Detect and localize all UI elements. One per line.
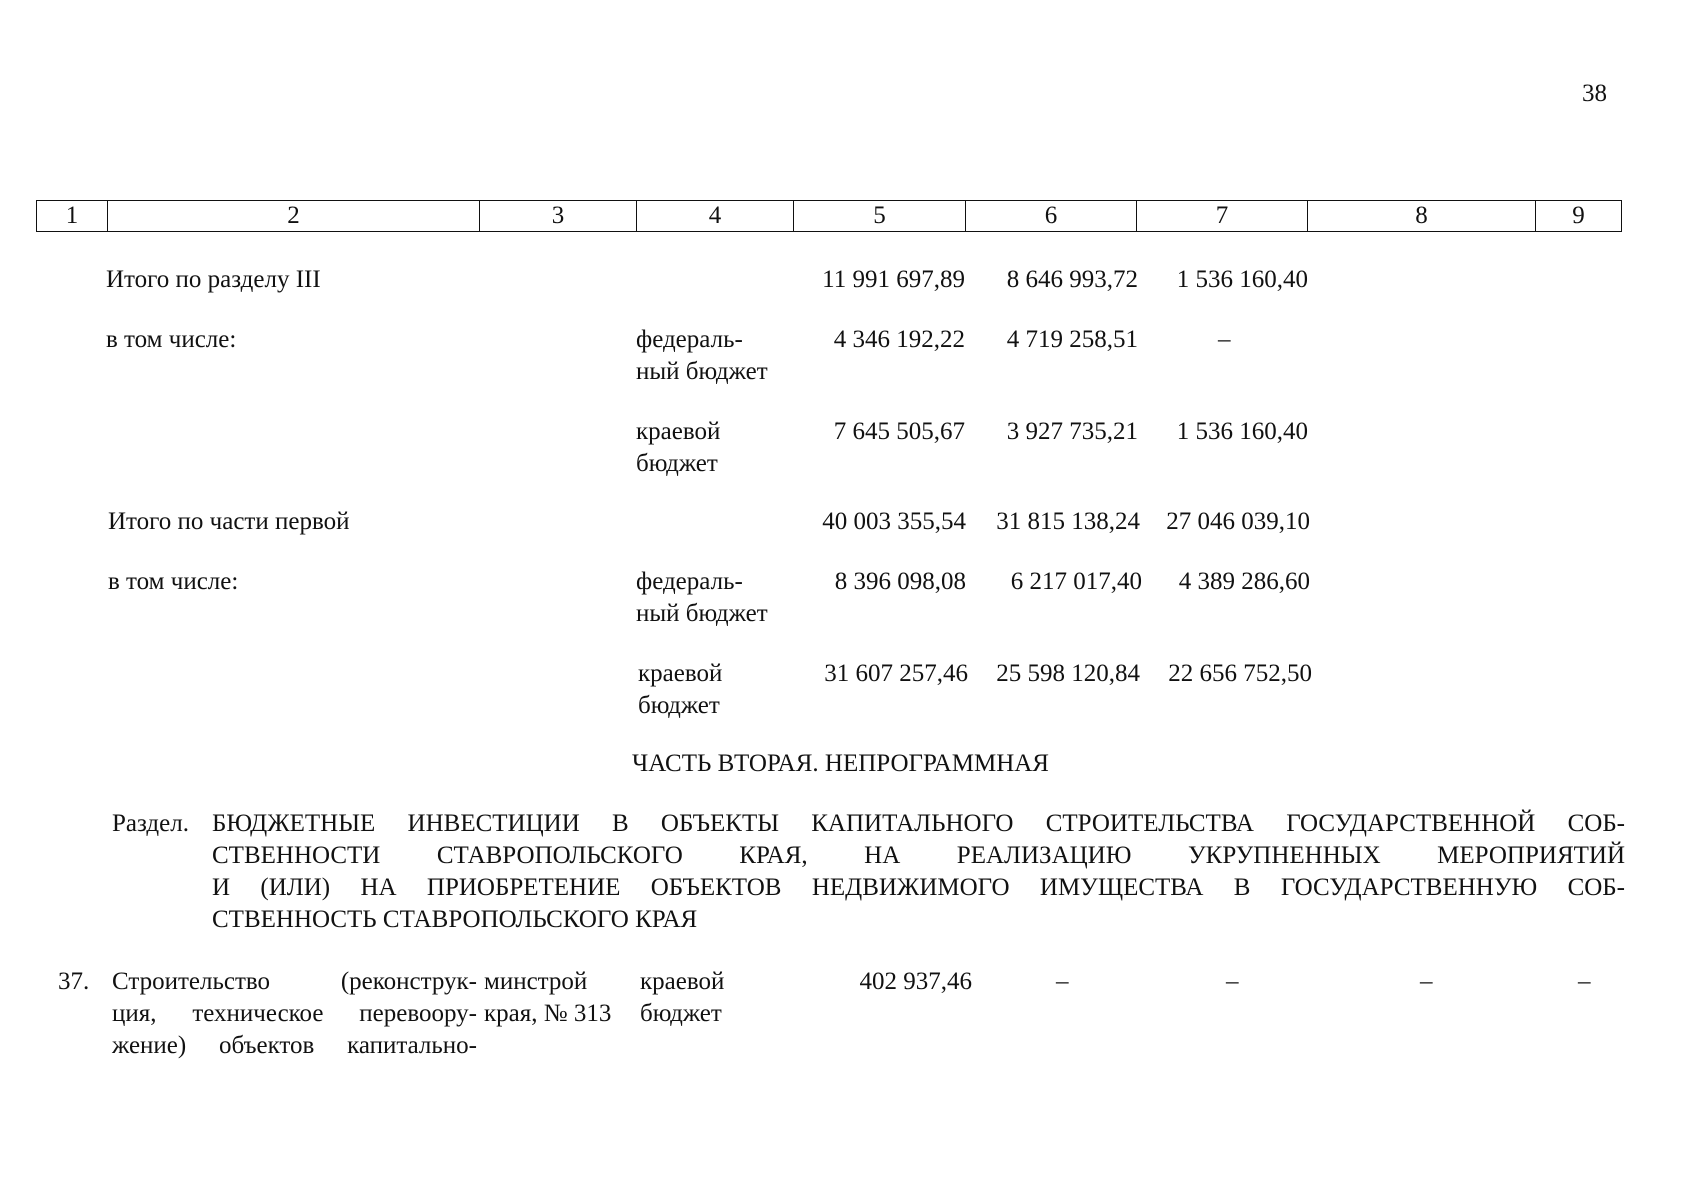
value-col7: 1 536 160,40 <box>1176 266 1308 293</box>
value-col7: – <box>1218 326 1231 353</box>
customer <box>484 966 611 1030</box>
budget-source-line: федераль- <box>636 326 743 353</box>
value-col6: 6 217 017,40 <box>1010 568 1142 595</box>
value-col8: – <box>1420 968 1433 995</box>
section-title-line: И (ИЛИ) НА ПРИОБРЕТЕНИЕ ОБЪЕКТОВ НЕДВИЖИМОГО ИМУЩЕСТВА В ГОСУДАРСТВЕННУЮ СОБ- <box>212 874 1625 901</box>
column-header-2: 2 <box>107 201 479 231</box>
value-col5: 402 937,46 <box>859 968 972 995</box>
column-header-table <box>36 200 1622 232</box>
section-label: Раздел. <box>112 810 189 837</box>
value-col6: 31 815 138,24 <box>996 508 1140 535</box>
object-name-line: ция, техническое перевоору- <box>112 1000 477 1027</box>
column-header-5: 5 <box>793 201 965 231</box>
value-col5: 7 645 505,67 <box>833 418 965 445</box>
budget-source-line: краевой <box>636 418 721 445</box>
budget-source-line: ный бюджет <box>636 358 768 385</box>
section-title-line: СТВЕННОСТИ СТАВРОПОЛЬСКОГО КРАЯ, НА РЕАЛИЗАЦИЮ УКРУПНЕННЫХ МЕРОПРИЯТИЙ <box>212 842 1625 869</box>
section-title-line: БЮДЖЕТНЫЕ ИНВЕСТИЦИИ В ОБЪЕКТЫ КАПИТАЛЬНОГО СТРОИТЕЛЬСТВА ГОСУДАРСТВЕННОЙ СОБ- <box>212 810 1625 837</box>
value-col6: 4 719 258,51 <box>1006 326 1138 353</box>
column-header-1: 1 <box>65 202 79 229</box>
budget-source <box>636 416 720 480</box>
object-name <box>112 966 477 1062</box>
budget-source <box>636 566 768 630</box>
value-col7: 1 536 160,40 <box>1176 418 1308 445</box>
section-title <box>212 808 1625 936</box>
budget-source-line: краевой <box>640 968 725 995</box>
budget-source-line: ный бюджет <box>636 600 768 627</box>
column-header-7: 7 <box>1136 201 1307 231</box>
row-label: в том числе: <box>106 326 237 353</box>
customer-line: минстрой <box>484 968 588 995</box>
value-col6: 25 598 120,84 <box>996 660 1140 687</box>
value-col5: 11 991 697,89 <box>822 266 965 293</box>
value-col6: – <box>1056 968 1069 995</box>
budget-source <box>640 966 724 1030</box>
object-name-line: жение) объектов капитально- <box>112 1032 477 1059</box>
value-col7: 4 389 286,60 <box>1178 568 1310 595</box>
value-col7: 27 046 039,10 <box>1166 508 1310 535</box>
object-name-line: Строительство (реконструк- <box>112 968 477 995</box>
budget-source-line: бюджет <box>636 450 718 477</box>
row-number: 37. <box>58 968 90 995</box>
column-header-9: 9 <box>1535 201 1621 231</box>
value-col7: – <box>1226 968 1239 995</box>
section-title-line: СТВЕННОСТЬ СТАВРОПОЛЬСКОГО КРАЯ <box>212 906 698 933</box>
page-number: 38 <box>1582 80 1607 107</box>
budget-source-line: бюджет <box>638 692 720 719</box>
row-label: Итого по части первой <box>108 508 350 535</box>
customer-line: края, № 313 <box>484 1000 612 1027</box>
row-label: в том числе: <box>108 568 239 595</box>
column-header-6: 6 <box>965 201 1136 231</box>
value-col7: 22 656 752,50 <box>1168 660 1312 687</box>
part-two-heading: ЧАСТЬ ВТОРАЯ. НЕПРОГРАММНАЯ <box>632 750 1049 777</box>
value-col6: 3 927 735,21 <box>1006 418 1138 445</box>
budget-source-line: федераль- <box>636 568 743 595</box>
budget-source-line: бюджет <box>640 1000 722 1027</box>
value-col5: 8 396 098,08 <box>834 568 966 595</box>
value-col6: 8 646 993,72 <box>1006 266 1138 293</box>
budget-source-line: краевой <box>638 660 723 687</box>
budget-source <box>636 324 768 388</box>
row-label: Итого по разделу III <box>106 266 321 293</box>
column-header-4: 4 <box>636 201 793 231</box>
value-col5: 31 607 257,46 <box>824 660 968 687</box>
value-col5: 40 003 355,54 <box>822 508 966 535</box>
column-header-3: 3 <box>479 201 636 231</box>
budget-source <box>638 658 722 722</box>
column-header-8: 8 <box>1307 201 1535 231</box>
value-col9: – <box>1578 968 1591 995</box>
value-col5: 4 346 192,22 <box>833 326 965 353</box>
